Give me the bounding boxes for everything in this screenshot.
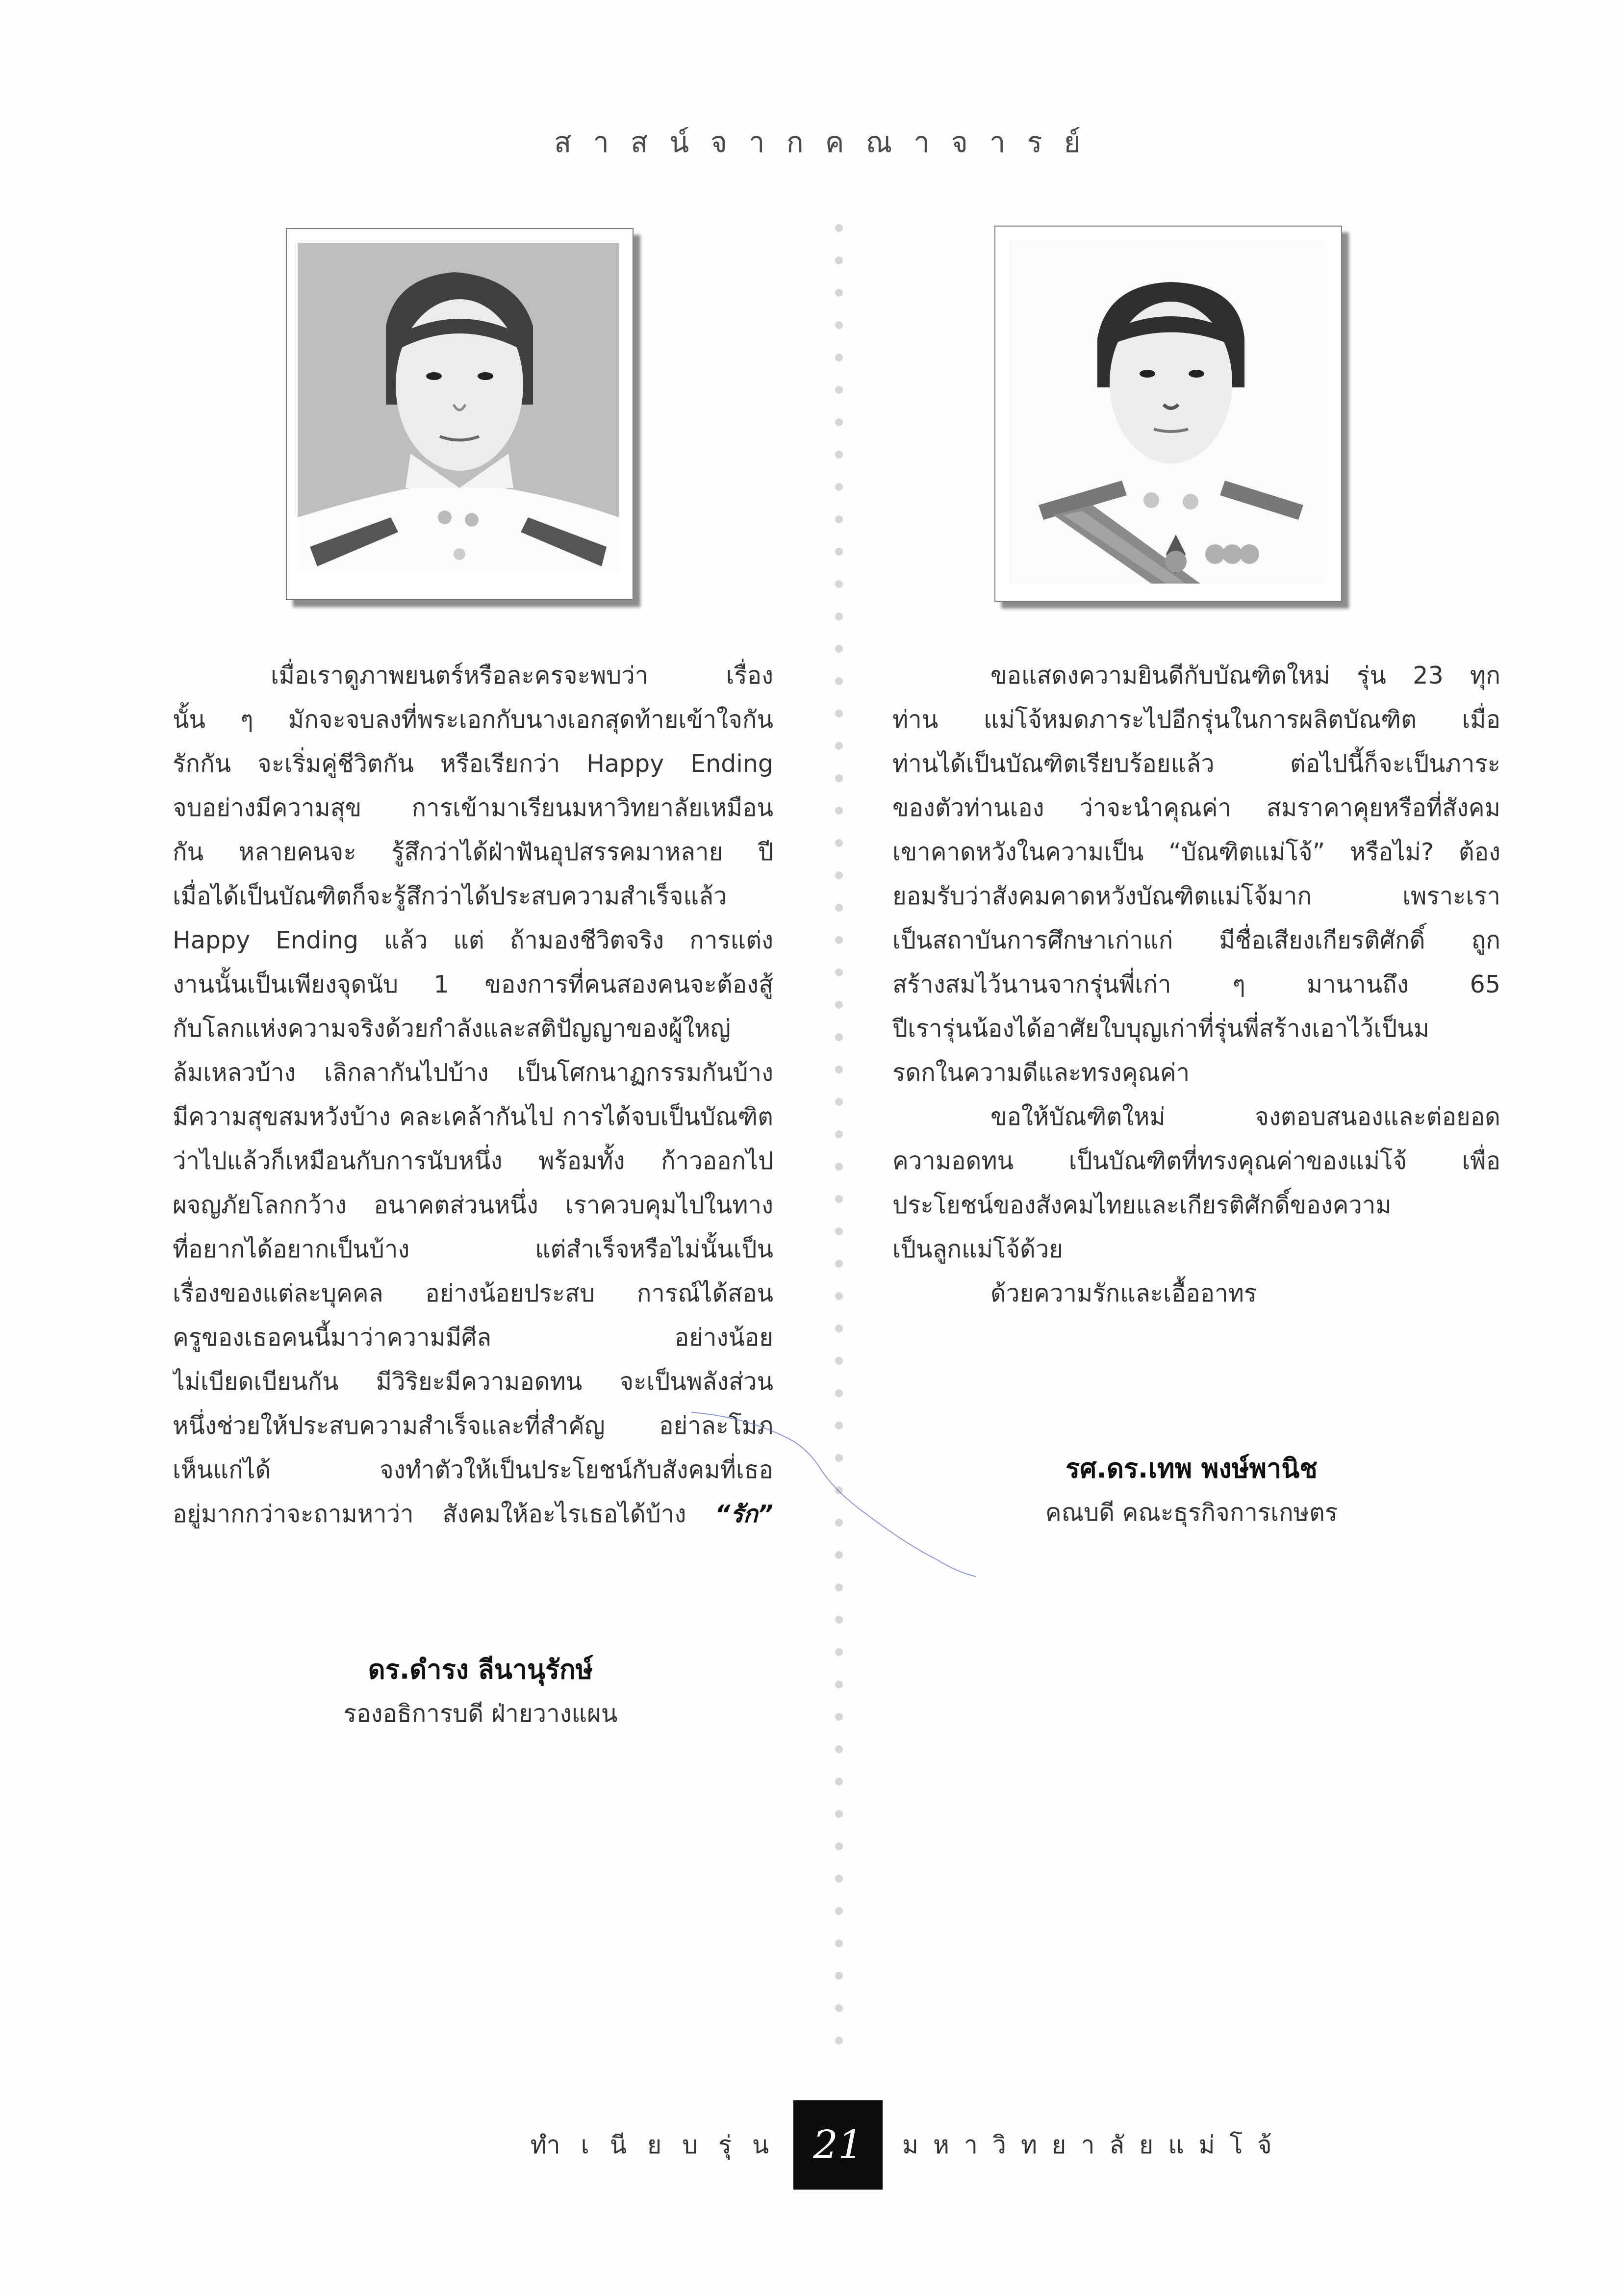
divider-dot xyxy=(835,580,843,588)
divider-dot xyxy=(835,1325,843,1332)
divider-dot xyxy=(835,1260,843,1268)
divider-dot xyxy=(835,807,843,815)
divider-dot xyxy=(835,710,843,717)
divider-dot xyxy=(835,1972,843,1980)
text-line-content: Happy Ending แล้ว แต่ ถ้ามองชีวิตจริง การแต่ง xyxy=(173,926,773,954)
left-portrait-frame xyxy=(286,228,634,600)
left-author-name: ดร.ดำรง ลีนานุรักษ์ xyxy=(368,1654,593,1685)
text-line xyxy=(173,918,773,963)
divider-dot xyxy=(835,1842,843,1850)
text-line-content: จบอย่างมีความสุข การเข้ามาเรียนมหาวิทยาลัยเหมือน xyxy=(173,794,773,822)
text-line xyxy=(173,1183,773,1227)
divider-dot xyxy=(835,1227,843,1235)
text-line xyxy=(892,1183,1500,1227)
divider-dot xyxy=(835,645,843,653)
divider-dot xyxy=(835,1066,843,1073)
text-line xyxy=(173,1360,773,1404)
divider-dot xyxy=(835,1098,843,1106)
divider-dot xyxy=(835,2037,843,2044)
text-line xyxy=(173,963,773,1007)
divider-dot xyxy=(835,515,843,523)
divider-dot xyxy=(835,1616,843,1624)
closing-word: “รัก” xyxy=(714,1500,773,1528)
text-line xyxy=(173,654,773,698)
text-line xyxy=(173,742,773,786)
divider-dot xyxy=(835,418,843,426)
divider-dot xyxy=(835,1454,843,1462)
text-line xyxy=(173,1316,773,1360)
text-line-content: นั้น ๆ มักจะจบลงที่พระเอกกับนางเอกสุดท้ายเข้าใจกัน xyxy=(173,706,773,734)
text-line xyxy=(892,742,1500,786)
divider-dot xyxy=(835,256,843,264)
divider-dot xyxy=(835,1810,843,1818)
right-author-title: คณบดี คณะธุรกิจการเกษตร xyxy=(1045,1499,1338,1527)
divider-dot xyxy=(835,1648,843,1656)
divider-dot xyxy=(835,451,843,459)
text-line-content: ครูของเธอคนนี้มาว่าความมีศีล อย่างน้อย xyxy=(173,1324,773,1352)
text-line-content: รักกัน จะเริ่มคู่ชีวิตกัน หรือเรียกว่า Happy Ending xyxy=(173,750,773,778)
text-line-content: รดกในความดีและทรงคุณค่า xyxy=(892,1059,1190,1087)
text-line-content: ล้มเหลวบ้าง เลิกลากันไปบ้าง เป็นโศกนาฏกรรมกันบ้าง xyxy=(173,1059,773,1087)
text-line xyxy=(173,1492,773,1536)
text-line xyxy=(892,918,1500,963)
divider-dot xyxy=(835,1939,843,1947)
text-line xyxy=(892,1272,1500,1316)
text-line-content: ประโยชน์ของสังคมไทยและเกียรติศักดิ์ของความ xyxy=(892,1191,1392,1219)
right-portrait-frame xyxy=(994,226,1342,602)
section-title: สาสน์จากคณาจารย์ xyxy=(554,126,1102,159)
text-line xyxy=(892,1007,1500,1051)
divider-dot xyxy=(835,1875,843,1883)
text-line xyxy=(173,830,773,874)
text-line xyxy=(892,963,1500,1007)
portrait-icon xyxy=(1009,240,1328,584)
text-line-content: เมื่อเราดูภาพยนตร์หรือละครจะพบว่า เรื่อง xyxy=(271,662,773,689)
divider-dot xyxy=(835,1389,843,1397)
text-line xyxy=(173,1448,773,1492)
text-line-content: อยู่มากกว่าจะถามหาว่า สังคมให้อะไรเธอได้บ้าง xyxy=(173,1500,686,1528)
divider-dot xyxy=(835,1486,843,1494)
divider-dot xyxy=(835,354,843,361)
text-line-content: ว่าไปแล้วก็เหมือนกับการนับหนึ่ง พร้อมทั้ง ก้าวออกไป xyxy=(173,1147,773,1175)
text-line-content: เขาคาดหวังในความเป็น “บัณฑิตแม่โจ้” หรือไม่? ต้อง xyxy=(892,838,1500,866)
divider-dot xyxy=(835,1713,843,1721)
divider-dot xyxy=(835,1551,843,1559)
text-line-content: ท่านได้เป็นบัณฑิตเรียบร้อยแล้ว ต่อไปนี้ก็จะเป็นภาระ xyxy=(892,750,1500,778)
text-line-content: กัน หลายคนจะ รู้สึกว่าได้ฝ่าฟันอุปสรรคมาหลาย ปี xyxy=(173,838,773,866)
text-line-content: กับโลกแห่งความจริงด้วยกำลังและสติปัญญาของผู้ใหญ่ xyxy=(173,1015,731,1043)
right-signature xyxy=(873,1447,1510,1535)
text-line xyxy=(173,1227,773,1272)
page-number: 21 xyxy=(793,2100,883,2190)
text-line-content: ขอแสดงความยินดีกับบัณฑิตใหม่ รุ่น 23 ทุก xyxy=(990,662,1500,689)
left-signature xyxy=(186,1648,775,1736)
divider-dot xyxy=(835,483,843,491)
text-line xyxy=(173,1095,773,1139)
divider-dot xyxy=(835,904,843,912)
text-line-content: เรื่องของแต่ละบุคคล อย่างน้อยประสบ การณ์ได้สอน xyxy=(173,1279,773,1307)
left-portrait-photo xyxy=(298,243,619,571)
divider-dot xyxy=(835,1001,843,1009)
text-line-content: เมื่อได้เป็นบัณฑิตก็จะรู้สึกว่าได้ประสบความสำเร็จแล้ว xyxy=(173,882,727,910)
text-line-content: ยอมรับว่าสังคมคาดหวังบัณฑิตแม่โจ้มาก เพราะเรา xyxy=(892,882,1500,910)
text-line xyxy=(173,874,773,918)
text-line-content: มีความสุขสมหวังบ้าง คละเคล้ากันไป การได้จบเป็นบัณฑิต xyxy=(173,1103,773,1131)
right-author-name: รศ.ดร.เทพ พงษ์พานิช xyxy=(1066,1453,1318,1484)
text-line-content: ที่อยากได้อยากเป็นบ้าง แต่สำเร็จหรือไม่นั้นเป็น xyxy=(173,1235,773,1263)
divider-dot xyxy=(835,1681,843,1688)
divider-dot xyxy=(835,1907,843,1915)
divider-dot xyxy=(835,321,843,329)
text-line-content: เป็นลูกแม่โจ้ด้วย xyxy=(892,1235,1064,1263)
right-message xyxy=(892,654,1500,1316)
text-line xyxy=(892,1095,1500,1139)
divider-dot xyxy=(835,1195,843,1203)
divider-dot xyxy=(835,774,843,782)
divider-dot xyxy=(835,1422,843,1429)
divider-dot xyxy=(835,1163,843,1171)
divider-dot xyxy=(835,224,843,232)
divider-dot xyxy=(835,289,843,297)
divider-dot xyxy=(835,1130,843,1138)
text-line xyxy=(892,1227,1500,1272)
left-message xyxy=(173,654,773,1536)
text-line xyxy=(892,874,1500,918)
text-line xyxy=(892,786,1500,830)
text-line-content: ขอให้บัณฑิตใหม่ จงตอบสนองและต่อยอด xyxy=(990,1103,1500,1131)
divider-dot xyxy=(835,969,843,976)
text-line xyxy=(892,654,1500,698)
text-line xyxy=(892,1051,1500,1095)
divider-dot xyxy=(835,1583,843,1591)
text-line-content: ความอดทน เป็นบัณฑิตที่ทรงคุณค่าของแม่โจ้ เพื่อ xyxy=(892,1147,1500,1175)
text-line xyxy=(173,1051,773,1095)
divider-dot xyxy=(835,742,843,750)
divider-dot xyxy=(835,1357,843,1365)
text-line xyxy=(173,1404,773,1448)
divider-dot xyxy=(835,1292,843,1300)
divider-dot xyxy=(835,936,843,944)
text-line-content: หนึ่งช่วยให้ประสบความสำเร็จและที่สำคัญ อย่าละโมภ xyxy=(173,1412,773,1440)
divider-dot xyxy=(835,1745,843,1753)
text-line-content: สร้างสมไว้นานจากรุ่นพี่เก่า ๆ มานานถึง 65 xyxy=(892,970,1500,998)
text-line-content: ท่าน แม่โจ้หมดภาระไปอีกรุ่นในการผลิตบัณฑิต เมื่อ xyxy=(892,706,1500,734)
text-line xyxy=(173,1139,773,1183)
text-line-content: งานนั้นเป็นเพียงจุดนับ 1 ของการที่คนสองคนจะต้องสู้ xyxy=(173,970,773,998)
page-footer xyxy=(0,2100,1624,2190)
divider-dot xyxy=(835,1778,843,1785)
text-line xyxy=(173,786,773,830)
portrait-icon xyxy=(298,243,619,571)
text-line xyxy=(173,1272,773,1316)
right-portrait-photo xyxy=(1009,240,1328,584)
text-line xyxy=(173,698,773,742)
footer-left-text: ทำเนียบรุ่น xyxy=(530,2131,789,2159)
text-line xyxy=(173,1007,773,1051)
column-divider xyxy=(835,224,844,2058)
text-line xyxy=(892,698,1500,742)
text-line-content: ไม่เบียดเบียนกัน มีวิริยะมีความอดทน จะเป็นพลังส่วน xyxy=(173,1368,773,1396)
text-line-content: ปีเรารุ่นน้องได้อาศัยใบบุญเก่าที่รุ่นพี่สร้างเอาไว้เป็นม xyxy=(892,1015,1429,1043)
divider-dot xyxy=(835,2004,843,2012)
text-line-content: ด้วยความรักและเอื้ออาทร xyxy=(990,1279,1257,1307)
divider-dot xyxy=(835,1519,843,1527)
text-line xyxy=(892,830,1500,874)
divider-dot xyxy=(835,871,843,879)
text-line-content: ของตัวท่านเอง ว่าจะนำคุณค่า สมราคาคุยหรือที่สังคม xyxy=(892,794,1500,822)
divider-dot xyxy=(835,612,843,620)
divider-dot xyxy=(835,839,843,847)
left-author-title: รองอธิการบดี ฝ่ายวางแผน xyxy=(343,1700,618,1728)
divider-dot xyxy=(835,386,843,394)
text-line-content: เห็นแก่ได้ จงทำตัวให้เป็นประโยชน์กับสังคมที่เธอ xyxy=(173,1456,773,1484)
text-line xyxy=(892,1139,1500,1183)
footer-right-text: มหาวิทยาลัยแม่โจ้ xyxy=(902,2131,1287,2159)
divider-dot xyxy=(835,548,843,556)
text-line-content: เป็นสถาบันการศึกษาเก่าแก่ มีชื่อเสียงเกียรติศักดิ์ ถูก xyxy=(892,926,1500,954)
divider-dot xyxy=(835,677,843,685)
divider-dot xyxy=(835,1033,843,1041)
text-line-content: ผจญภัยโลกกว้าง อนาคตส่วนหนึ่ง เราควบคุมไปในทาง xyxy=(173,1191,773,1219)
